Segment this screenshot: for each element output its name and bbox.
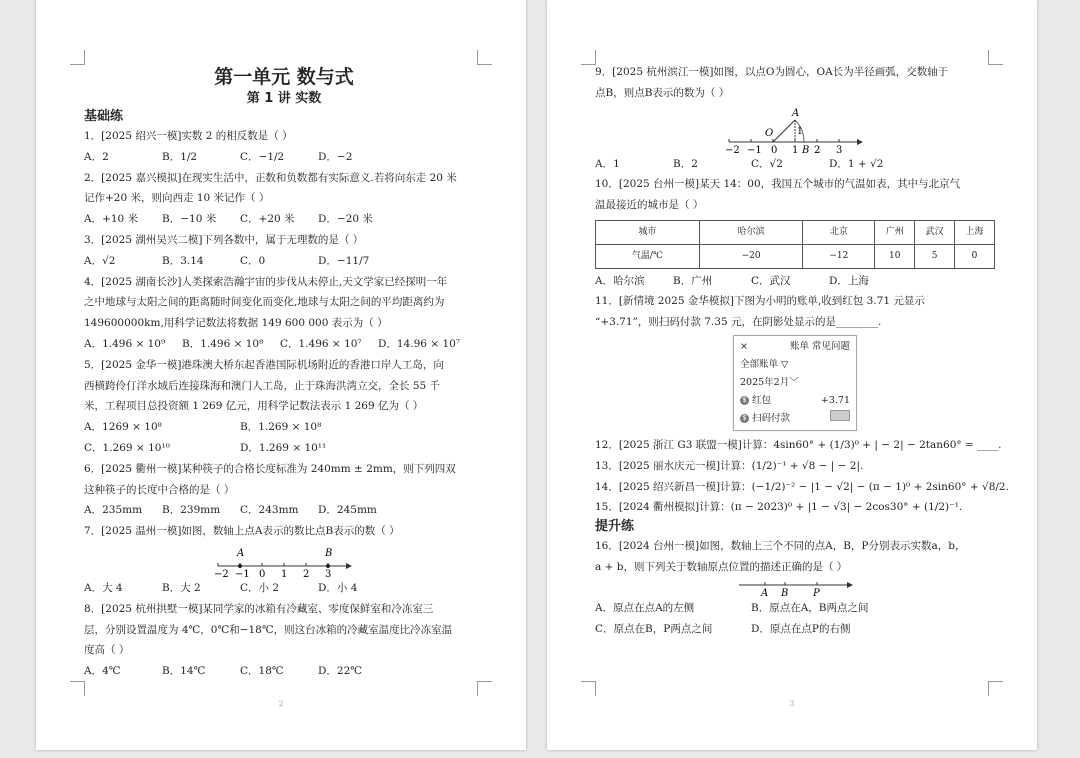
- axis-arrow-icon: [847, 582, 853, 588]
- options-q7: [84, 578, 484, 599]
- table-cell: 武汉: [915, 220, 955, 244]
- bill-month: 2025年2月﹀: [740, 376, 799, 388]
- crop-mark: [70, 681, 85, 696]
- question-10-line: 温最接近的城市是（ ）: [595, 199, 704, 212]
- option: A．2: [84, 150, 109, 163]
- axis-arrow-icon: [857, 139, 863, 145]
- question-11-line: “+3.71”，则扫码付款 7.35 元，在阴影处显示的是________.: [595, 316, 882, 329]
- bill-title: 账单 常见问题: [789, 340, 850, 352]
- question-2-line: 2．[2025 嘉兴模拟]在现实生活中，正数和负数都有实际意义.若将向东走 20 米: [84, 171, 457, 184]
- point-a-label: A: [761, 587, 769, 598]
- red-packet-icon: $: [740, 396, 749, 405]
- bill-screenshot: [733, 335, 857, 431]
- options-q5-row1: [84, 417, 484, 438]
- options-q3: [84, 251, 484, 272]
- question-6-line: 6．[2025 衢州一模]某种筷子的合格长度标准为 240mm ± 2mm，则下列四双: [84, 462, 456, 475]
- tick-label: 0: [259, 568, 266, 578]
- point-b-label: B: [325, 547, 333, 559]
- page-content: [84, 64, 484, 682]
- option: A．哈尔滨: [595, 274, 645, 287]
- bill-filter: 全部账单 ▽: [740, 358, 789, 370]
- question-1: 1．[2025 绍兴一模]实数 2 的相反数是（ ）: [84, 130, 293, 142]
- option: A．1.496 × 10⁹: [84, 337, 166, 350]
- axis-arrow-icon: [346, 563, 352, 569]
- question-14: 14．[2025 绍兴新昌一模]计算：(−1/2)⁻² − |1 − √2| − (π − 1)⁰ + 2sin60° + √8/2.: [595, 480, 1009, 493]
- question-7: 7．[2025 温州一模]如图，数轴上点A表示的数比点B表示的数（ ）: [84, 525, 400, 538]
- table-cell: 北京: [803, 220, 875, 244]
- option: B．原点在A，B两点之间: [751, 601, 869, 614]
- tick-label: 3: [836, 144, 843, 154]
- bill-item-amount: +3.71: [820, 394, 850, 406]
- option: C．武汉: [751, 274, 791, 287]
- question-12: 12．[2025 浙江 G3 联盟一模]计算：4sin60° + (1/3)⁰ + | − 2| − 2tan60° = ____.: [595, 438, 1002, 451]
- table-cell: 广州: [875, 220, 915, 244]
- bill-item-label: 扫码付款: [752, 412, 791, 424]
- options-q16-row2: [595, 619, 995, 640]
- document-page-2: [36, 0, 526, 750]
- options-q16-row1: [595, 598, 995, 619]
- table-cell: 哈尔滨: [699, 220, 803, 244]
- point-a-label: A: [237, 547, 245, 559]
- table-cell: −20: [699, 244, 803, 268]
- option: A．原点在点A的左侧: [595, 601, 695, 614]
- document-page-3: [547, 0, 1037, 750]
- question-10-line: 10．[2025 台州一模]某天 14：00，我国五个城市的气温如表，其中与北京气: [595, 178, 961, 191]
- point-b-label: B: [781, 587, 789, 598]
- option: B．3.14: [162, 254, 204, 267]
- question-2-line: 记作+20 米，则向西走 10 米记作（ ）: [84, 192, 270, 205]
- option: D．小 4: [318, 581, 358, 594]
- table-cell: 城市: [596, 220, 700, 244]
- option: C．+20 米: [240, 213, 295, 226]
- option: C．小 2: [240, 581, 280, 594]
- options-q5-row2: [84, 438, 484, 459]
- segment-oa: [773, 120, 795, 142]
- question-9-line: 9．[2025 杭州滨江一模]如图，以点O为圆心，OA长为半径画弧，交数轴于: [595, 66, 949, 78]
- segment-length-label: 1: [797, 126, 803, 137]
- table-cell: 5: [915, 244, 955, 268]
- table-cell: 10: [875, 244, 915, 268]
- options-q4: [84, 334, 484, 355]
- options-q1: [84, 147, 484, 168]
- bill-item-label: 红包: [752, 394, 772, 406]
- section-heading: 提升练: [595, 519, 635, 535]
- temperature-table: [595, 220, 995, 269]
- option: C．1.269 × 10¹⁰: [84, 441, 170, 454]
- option: D．−20 米: [318, 213, 373, 226]
- option: D．14.96 × 10⁷: [378, 337, 461, 350]
- number-line-diagram: [725, 106, 865, 154]
- point-a-label: A: [792, 107, 800, 119]
- table-cell: 气温/℃: [596, 244, 700, 268]
- point-a-dot: [238, 564, 242, 568]
- table-row: [596, 244, 995, 268]
- option: B．广州: [673, 274, 713, 287]
- question-5-line: 5．[2025 金华一模]港珠澳大桥东起香港国际机场附近的香港口岸人工岛，向: [84, 358, 444, 371]
- tick-label: 1: [281, 568, 288, 578]
- table-cell: −12: [803, 244, 875, 268]
- crop-mark: [581, 681, 596, 696]
- option: A．1: [595, 157, 620, 170]
- option: C．√2: [751, 157, 783, 170]
- bill-row-red-packet: [740, 392, 850, 410]
- crop-mark: [477, 50, 492, 65]
- lesson-title: 第 1 讲 实数: [246, 91, 322, 106]
- unit-title: 第一单元 数与式: [214, 66, 354, 88]
- question-16-line: a + b，则下列关于数轴原点位置的描述正确的是（ ）: [595, 560, 848, 573]
- number-line-q16: [595, 580, 995, 598]
- table-cell: 上海: [955, 220, 995, 244]
- option: C．−1/2: [240, 150, 285, 163]
- option: A．大 4: [84, 581, 123, 594]
- question-8-line: 度高（ ）: [84, 644, 130, 657]
- option: B．大 2: [162, 581, 201, 594]
- bill-row-scan-pay: [740, 410, 850, 428]
- page-content: [595, 62, 1009, 639]
- point-b-label: B: [802, 144, 810, 154]
- option: D．1.269 × 10¹¹: [240, 441, 327, 454]
- option: D．原点在点P的右侧: [751, 622, 851, 635]
- option: D．22℃: [318, 665, 363, 678]
- crop-mark: [70, 50, 85, 65]
- question-4-line: 之中地球与太阳之间的距离随时间变化而变化,地球与太阳之间的平均距离约为: [84, 296, 445, 309]
- section-heading: 基础练: [84, 109, 124, 124]
- question-5-line: 西横跨伶仃洋水域后连接珠海和澳门人工岛，止于珠海洪湾立交，全长 55 千: [84, 379, 441, 392]
- option: C．1.496 × 10⁷: [280, 337, 362, 350]
- crop-mark: [477, 681, 492, 696]
- option: C．0: [240, 254, 266, 267]
- number-line-q9: [595, 106, 995, 154]
- tick-label: −1: [747, 144, 762, 154]
- option: D．245mm: [318, 504, 377, 517]
- option: D．−2: [318, 150, 353, 163]
- option: A．√2: [84, 254, 116, 267]
- tick-label: −2: [725, 144, 740, 154]
- option: B．−10 米: [162, 213, 217, 226]
- tick-label: 0: [771, 144, 778, 154]
- option: B．1/2: [162, 150, 198, 163]
- question-9-line: 点B，则点B表示的数为（ ）: [595, 86, 730, 99]
- scan-pay-icon: $: [740, 414, 749, 423]
- option: A．4℃: [84, 665, 121, 678]
- option: B．14℃: [162, 665, 206, 678]
- table-header-row: [596, 220, 995, 244]
- point-p-label: P: [813, 587, 820, 598]
- tick-label: 3: [325, 568, 332, 578]
- option: A．1269 × 10⁸: [84, 421, 162, 434]
- options-q10: [595, 271, 995, 292]
- option: B．1.269 × 10⁸: [240, 421, 322, 434]
- question-11-line: 11．[新情境 2025 金华模拟]下图为小明的账单,收到红包 3.71 元显示: [595, 295, 925, 308]
- option: C．243mm: [240, 504, 299, 517]
- crop-mark: [581, 50, 596, 65]
- question-4-line: 4．[2025 湖南长沙]人类探索浩瀚宇宙的步伐从未停止,天文学家已经探明一年: [84, 275, 448, 288]
- options-q2: [84, 209, 484, 230]
- page-number: 2: [278, 700, 284, 708]
- option: D．上海: [829, 274, 869, 287]
- options-q9: [595, 154, 995, 175]
- option: B．2: [673, 157, 698, 170]
- question-3: 3．[2025 湖州吴兴二模]下列各数中，属于无理数的是（ ）: [84, 233, 364, 246]
- question-8-line: 8．[2025 杭州拱墅一模]某同学家的冰箱有冷藏室、零度保鲜室和冷冻室三: [84, 602, 434, 615]
- question-16-line: 16．[2024 台州一模]如图，数轴上三个不同的点A，B，P分别表示实数a，b，: [595, 540, 966, 553]
- close-icon: ×: [740, 340, 748, 352]
- tick-label: 2: [814, 144, 821, 154]
- question-8-line: 层，分别设置温度为 4℃，0℃和−18℃，则这台冰箱的冷藏室温度比冷冻室温: [84, 623, 453, 636]
- option: D．1 + √2: [829, 157, 884, 170]
- question-13: 13．[2025 丽水庆元一模]计算：(1/2)⁻¹ + √8 − | − 2|.: [595, 459, 864, 472]
- tick-label: −2: [214, 568, 229, 578]
- number-line-diagram: [735, 580, 855, 598]
- option: B．239mm: [162, 504, 221, 517]
- question-6-line: 这种筷子的长度中合格的是（ ）: [84, 483, 235, 496]
- number-line-diagram: [214, 544, 354, 578]
- question-15: 15．[2024 衢州模拟]计算：(π − 2023)⁰ + |1 − √3| − 2cos30° + (1/2)⁻¹.: [595, 501, 963, 514]
- option: C．原点在B，P两点之间: [595, 622, 713, 635]
- crop-mark: [988, 681, 1003, 696]
- point-o-label: O: [765, 127, 774, 139]
- option: A．235mm: [84, 504, 143, 517]
- tick-label: 1: [792, 144, 799, 154]
- option: D．−11/7: [318, 254, 370, 267]
- shaded-amount-box: [830, 410, 850, 421]
- question-5-line: 米，工程项目总投资额 1 269 亿元，用科学记数法表示 1 269 亿为（ ）: [84, 400, 424, 413]
- options-q6: [84, 500, 484, 521]
- question-4-line: 149600000km,用科学记数法将数据 149 600 000 表示为（ ）: [84, 317, 388, 330]
- number-line-q7: [84, 544, 484, 578]
- table-cell: 0: [955, 244, 995, 268]
- option: C．18℃: [240, 665, 284, 678]
- option: B．1.496 × 10⁸: [182, 337, 264, 350]
- point-b-dot: [326, 564, 330, 568]
- bill-header: [740, 338, 850, 356]
- tick-label: 2: [303, 568, 310, 578]
- option: A．+10 米: [84, 213, 139, 226]
- page-number: 3: [789, 700, 795, 708]
- options-q8: [84, 661, 484, 682]
- tick-label: −1: [235, 568, 250, 578]
